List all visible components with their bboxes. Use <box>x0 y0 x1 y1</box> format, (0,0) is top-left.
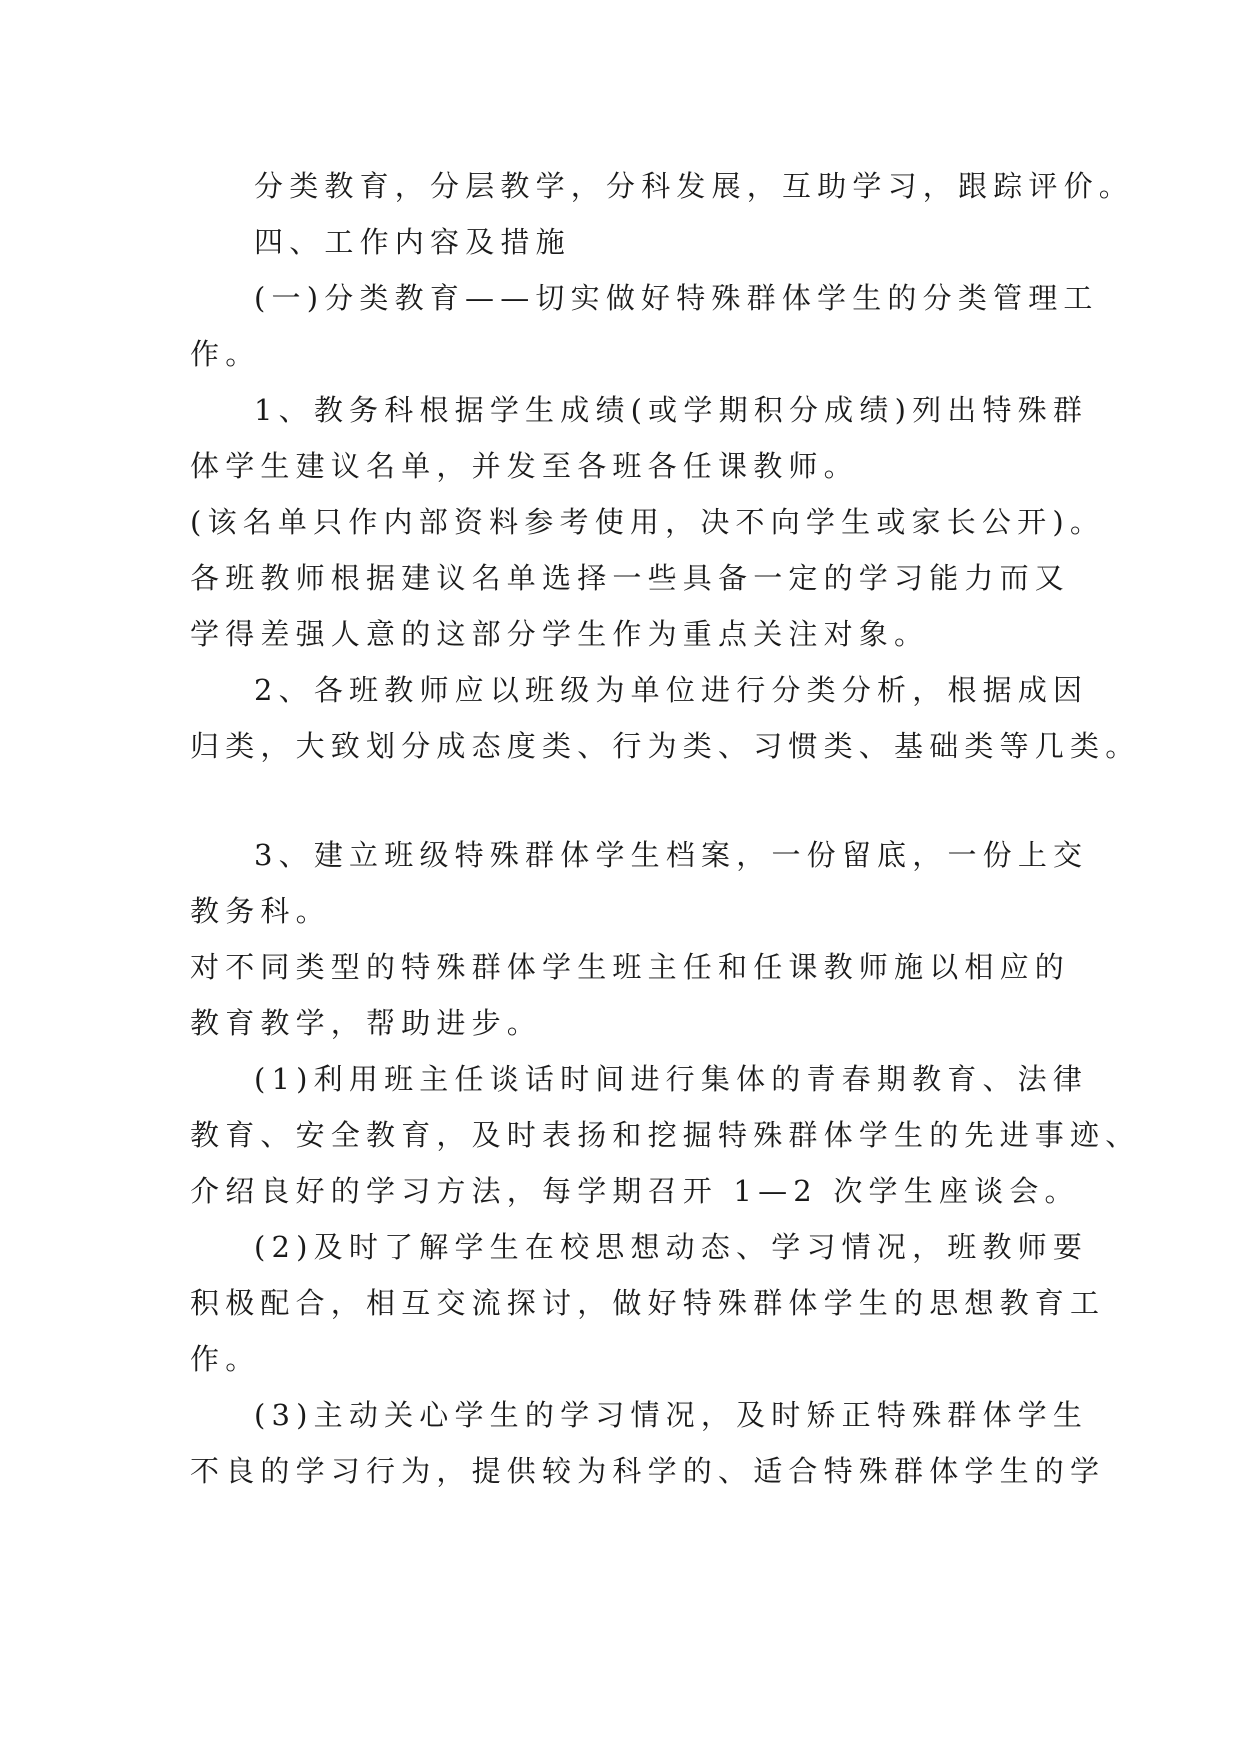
paragraph-line: 学得差强人意的这部分学生作为重点关注对象。 <box>190 617 930 651</box>
paragraph-line: (1)利用班主任谈话时间进行集体的青春期教育、法律 <box>254 1062 1089 1096</box>
paragraph-line: (3)主动关心学生的学习情况，及时矫正特殊群体学生 <box>254 1398 1089 1432</box>
paragraph-line: (2)及时了解学生在校思想动态、学习情况，班教师要 <box>254 1230 1089 1264</box>
paragraph-line: 对不同类型的特殊群体学生班主任和任课教师施以相应的 <box>190 950 1071 984</box>
paragraph-line: 教育教学，帮助进步。 <box>190 1006 543 1040</box>
paragraph-line: 作。 <box>190 1342 261 1376</box>
paragraph-line: 3、建立班级特殊群体学生档案，一份留底，一份上交 <box>254 838 1089 872</box>
subsection-heading-continued: 作。 <box>190 337 261 371</box>
paragraph-line: 积极配合，相互交流探讨，做好特殊群体学生的思想教育工 <box>190 1286 1106 1320</box>
paragraph-line: 各班教师根据建议名单选择一些具备一定的学习能力而又 <box>190 561 1071 595</box>
paragraph-line: 教育、安全教育，及时表扬和挖掘特殊群体学生的先进事迹、 <box>190 1118 1141 1152</box>
paragraph-line: 介绍良好的学习方法，每学期召开 1—2 次学生座谈会。 <box>190 1174 1080 1208</box>
paragraph-line: 体学生建议名单，并发至各班各任课教师。 <box>190 449 859 483</box>
subsection-heading: (一)分类教育——切实做好特殊群体学生的分类管理工 <box>254 281 1099 315</box>
paragraph-line: (该名单只作内部资料参考使用，决不向学生或家长公开)。 <box>190 505 1106 539</box>
section-heading: 四、工作内容及措施 <box>254 225 571 259</box>
paragraph-line: 教务科。 <box>190 894 331 928</box>
paragraph-line: 分类教育，分层教学，分科发展，互助学习，跟踪评价。 <box>254 169 1135 203</box>
paragraph-line: 不良的学习行为，提供较为科学的、适合特殊群体学生的学 <box>190 1454 1106 1488</box>
paragraph-line: 归类，大致划分成态度类、行为类、习惯类、基础类等几类。 <box>190 729 1141 763</box>
paragraph-line: 1、教务科根据学生成绩(或学期积分成绩)列出特殊群 <box>254 393 1089 427</box>
paragraph-line: 2、各班教师应以班级为单位进行分类分析，根据成因 <box>254 673 1089 707</box>
